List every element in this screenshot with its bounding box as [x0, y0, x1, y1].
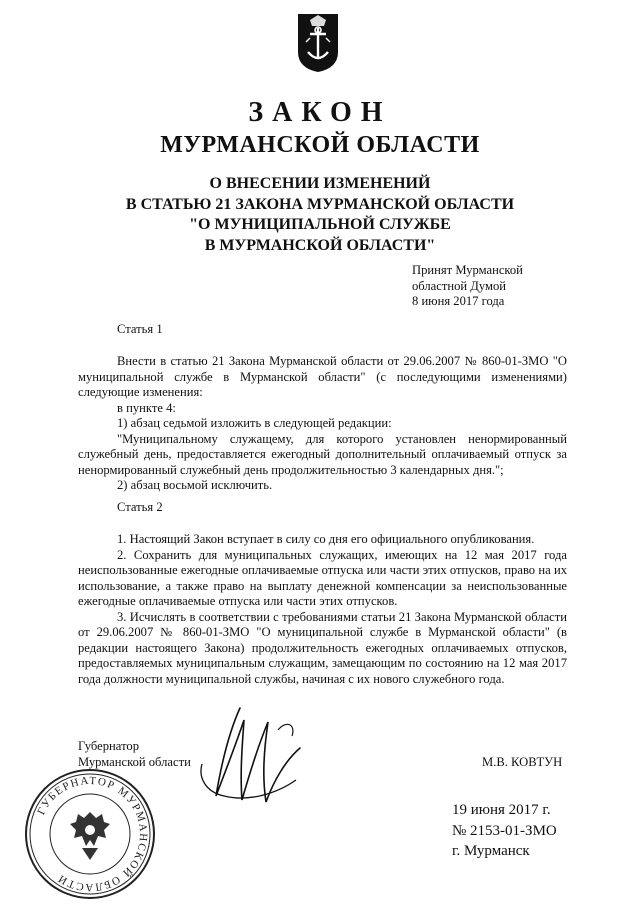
adoption-note [412, 263, 523, 310]
subject-line: В СТАТЬЮ 21 ЗАКОНА МУРМАНСКОЙ ОБЛАСТИ [125, 195, 515, 213]
registration-block [452, 800, 557, 862]
murmansk-coat-of-arms-icon [296, 12, 340, 74]
adoption-line: областной Думой [412, 278, 507, 293]
article-paragraph: 1. Настоящий Закон вступает в силу со дня его официального опубликования. [117, 532, 535, 546]
position-line: Губернатор [78, 739, 139, 753]
subject-line: В МУРМАНСКОЙ ОБЛАСТИ" [204, 236, 436, 254]
article-paragraph: "Муниципальному служащему, для которого установлен ненормированный служебный день, предоставляется ежегодный дополнительный оплачиваемый отпуск за ненормированный служебный день продолжительностью 3 календарных дня."; [78, 431, 567, 477]
registration-number: № 2153-01-ЗМО [452, 822, 557, 839]
article-paragraph: 3. Исчислять в соответствии с требованиями статьи 21 Закона Мурманской области от 29.06.2007 № 860-01-ЗМО "О муниципальной службе в Мурманской области" (в редакции настоящего Закона) продолжительность ежегодных оплачиваемых отпусков, предоставляемых муниципальным служащим, замещающим по состоянию на 12 мая 2017 года должности муниципальной службы, начиная с их нового служебного года. [78, 609, 567, 686]
subject-line: О ВНЕСЕНИИ ИЗМЕНЕНИЙ [209, 175, 431, 192]
registration-date: 19 июня 2017 г. [452, 802, 551, 818]
adoption-line: 8 июня 2017 года [412, 294, 505, 308]
document-region: МУРМАНСКОЙ ОБЛАСТИ [160, 132, 480, 158]
article-paragraph: в пункте 4: [117, 400, 176, 415]
official-seal-stamp [22, 766, 158, 902]
double-headed-eagle-icon [70, 812, 110, 860]
article-2-heading: Статья 2 [117, 500, 163, 514]
article-1-body [78, 354, 567, 494]
handwritten-signature [178, 700, 308, 810]
subject-line: "О МУНИЦИПАЛЬНОЙ СЛУЖБЕ [189, 216, 451, 233]
seal-text: ГУБЕРНАТОР МУРМАНСКОЙ ОБЛАСТИ [35, 774, 150, 894]
law-subject [0, 174, 640, 256]
document-title: ЗАКОН [248, 97, 392, 128]
article-paragraph: 1) абзац седьмой изложить в следующей редакции: [117, 416, 392, 430]
signatory-name: М.В. КОВТУН [482, 755, 563, 769]
article-1-heading: Статья 1 [117, 322, 163, 336]
article-paragraph: 2) абзац восьмой исключить. [117, 478, 273, 492]
article-2-body [78, 532, 567, 687]
adoption-line: Принят Мурманской [412, 263, 523, 277]
registration-city: г. Мурманск [452, 843, 530, 859]
position-line: Мурманской области [78, 754, 191, 769]
article-paragraph: Внести в статью 21 Закона Мурманской области от 29.06.2007 № 860-01-ЗМО "О муниципальной службе в Мурманской области" (с последующими изменениями) следующие изменения: [78, 354, 567, 399]
article-paragraph: 2. Сохранить для муниципальных служащих, имеющих на 12 мая 2017 года неиспользованные ежегодные оплачиваемые отпуска или части этих отпусков, право на их использование, а также право на выплату денежной компенсации за неиспользованные ежегодные оплачиваемые отпуска или части этих отпусков. [78, 547, 567, 608]
